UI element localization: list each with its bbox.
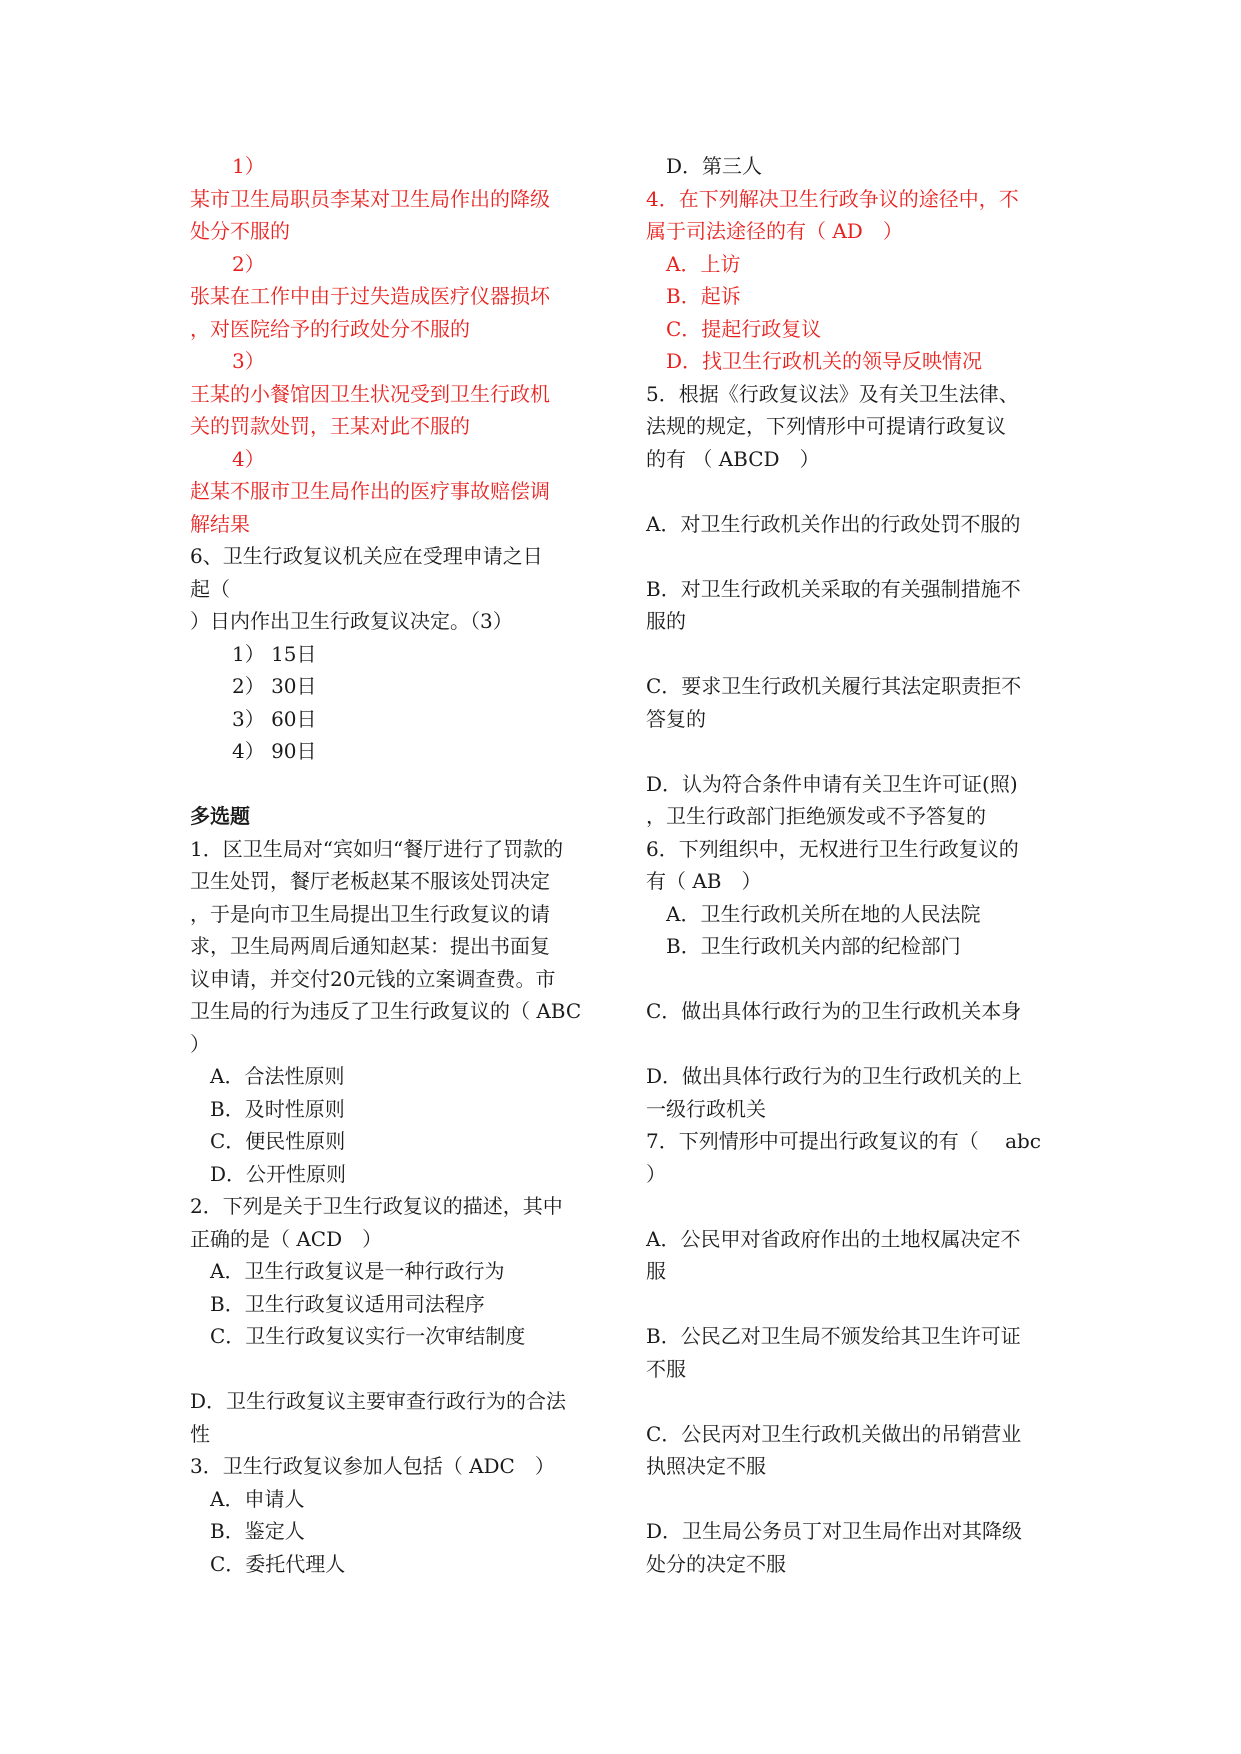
blank-line [646,963,1056,996]
text-line: 3．卫生行政复议参加人包括（ ADC ） [190,1454,555,1478]
text-line: 答复的 [646,706,706,731]
text-line: B．鉴定人 [210,1519,305,1543]
section-heading: 多选题 [190,804,250,828]
text-line: 6．下列组织中，无权进行卫生行政复议的 [646,836,1019,861]
text-line: 张某在工作中由于过失造成医疗仪器损坏 [190,284,550,308]
text-line: 服的 [646,609,686,633]
text-line: ，于是向市卫生局提出卫生行政复议的请 [190,901,550,926]
blank-line [646,475,1056,508]
text-line: D．认为符合条件申请有关卫生许可证(照) [646,771,1018,796]
text-line: 关的罚款处罚，王某对此不服的 [190,414,470,438]
text-line: C．要求卫生行政机关履行其法定职责拒不 [646,674,1022,698]
blank-line [646,1483,1056,1516]
text-line: 7．下列情形中可提出行政复议的有（ abc [646,1129,1042,1153]
text-line: A．合法性原则 [210,1064,345,1088]
blank-line [646,1028,1056,1061]
text-line: D．做出具体行政行为的卫生行政机关的上 [646,1064,1023,1088]
blank-line [646,540,1056,573]
blank-line [646,735,1056,768]
text-line: B．起诉 [666,284,741,308]
text-line: 王某的小餐馆因卫生状况受到卫生行政机 [190,381,550,406]
text-line: 3） [232,349,265,373]
text-line: 4） 90日 [232,739,317,763]
text-line: 性 [190,1421,210,1446]
blank-line [190,1353,595,1386]
right-column [646,150,1056,1580]
text-line: ，对医院给予的行政处分不服的 [190,316,470,341]
text-line: 一级行政机关 [646,1096,766,1121]
text-line: 属于司法途径的有（ AD ） [646,219,903,243]
text-line: 处分的决定不服 [646,1551,786,1576]
text-line: 5．根据《行政复议法》及有关卫生法律、 [646,381,1019,406]
text-line: 赵某不服市卫生局作出的医疗事故赔偿调 [190,479,550,503]
text-line: B．卫生行政机关内部的纪检部门 [666,934,961,958]
text-line: 3） 60日 [232,706,317,731]
text-line: 服 [646,1259,666,1283]
text-line: D．公开性原则 [210,1161,347,1186]
text-line: 1） [232,154,265,178]
blank-line [646,638,1056,671]
text-line: 解结果 [190,511,250,536]
text-line: D．卫生行政复议主要审查行政行为的合法 [190,1389,567,1413]
text-line: 4．在下列解决卫生行政争议的途径中，不 [646,186,1019,211]
blank-line [646,1385,1056,1418]
text-line: A．卫生行政复议是一种行政行为 [210,1259,505,1283]
text-line: D．找卫生行政机关的领导反映情况 [666,349,983,373]
text-line: A．卫生行政机关所在地的人民法院 [666,901,981,926]
text-line: 起（ [190,576,230,601]
left-column [190,150,595,1580]
blank-line [646,1190,1056,1223]
text-line: 有（ AB ） [646,869,762,893]
text-line: B．卫生行政复议适用司法程序 [210,1291,485,1316]
text-line: A．对卫生行政机关作出的行政处罚不服的 [646,511,1021,536]
text-line: 1） 15日 [232,641,317,666]
text-line: A．公民甲对省政府作出的土地权属决定不 [646,1226,1021,1251]
text-line: 正确的是（ ACD ） [190,1226,383,1251]
text-line: C．卫生行政复议实行一次审结制度 [210,1324,526,1348]
text-line: 卫生处罚，餐厅老板赵某不服该处罚决定 [190,869,550,893]
text-line: ）日内作出卫生行政复议决定。（3） [190,609,513,633]
text-line: 6、卫生行政复议机关应在受理申请之日 [190,544,543,568]
text-line: 2） 30日 [232,674,317,698]
text-line: 某市卫生局职员李某对卫生局作出的降级 [190,186,550,211]
text-line: C．便民性原则 [210,1129,346,1153]
text-line: C．做出具体行政行为的卫生行政机关本身 [646,999,1022,1023]
text-line: ） [646,1161,666,1186]
text-line: ，卫生行政部门拒绝颁发或不予答复的 [646,804,986,828]
text-line: C．公民丙对卫生行政机关做出的吊销营业 [646,1421,1022,1446]
text-line: B．及时性原则 [210,1096,345,1121]
text-line: 1．区卫生局对“宾如归“餐厅进行了罚款的 [190,836,564,861]
text-line: C．提起行政复议 [666,316,822,341]
text-line: D．卫生局公务员丁对卫生局作出对其降级 [646,1519,1023,1543]
text-line: A．申请人 [210,1486,305,1511]
text-line: 的有 （ ABCD ） [646,446,820,471]
text-line: 2） [232,251,265,276]
text-line: 2．下列是关于卫生行政复议的描述，其中 [190,1194,563,1218]
text-line: 处分不服的 [190,219,290,243]
text-line: 4） [232,446,265,471]
text-line: B．公民乙对卫生局不颁发给其卫生许可证 [646,1324,1021,1348]
text-line: C．委托代理人 [210,1551,346,1576]
blank-line [646,1288,1056,1321]
text-line: 卫生局的行为违反了卫生行政复议的（ ABC [190,999,582,1023]
text-line: D．第三人 [666,154,763,178]
text-line: B．对卫生行政机关采取的有关强制措施不 [646,576,1021,601]
text-line: 求，卫生局两周后通知赵某：提出书面复 [190,934,550,958]
text-line: A．上访 [666,251,741,276]
text-line: ） [190,1031,210,1056]
text-line: 法规的规定，下列情形中可提请行政复议 [646,414,1006,438]
text-line: 不服 [646,1356,686,1381]
text-line: 议申请，并交付20元钱的立案调查费。市 [190,966,556,991]
blank-line [190,768,595,801]
text-line: 执照决定不服 [646,1454,766,1478]
